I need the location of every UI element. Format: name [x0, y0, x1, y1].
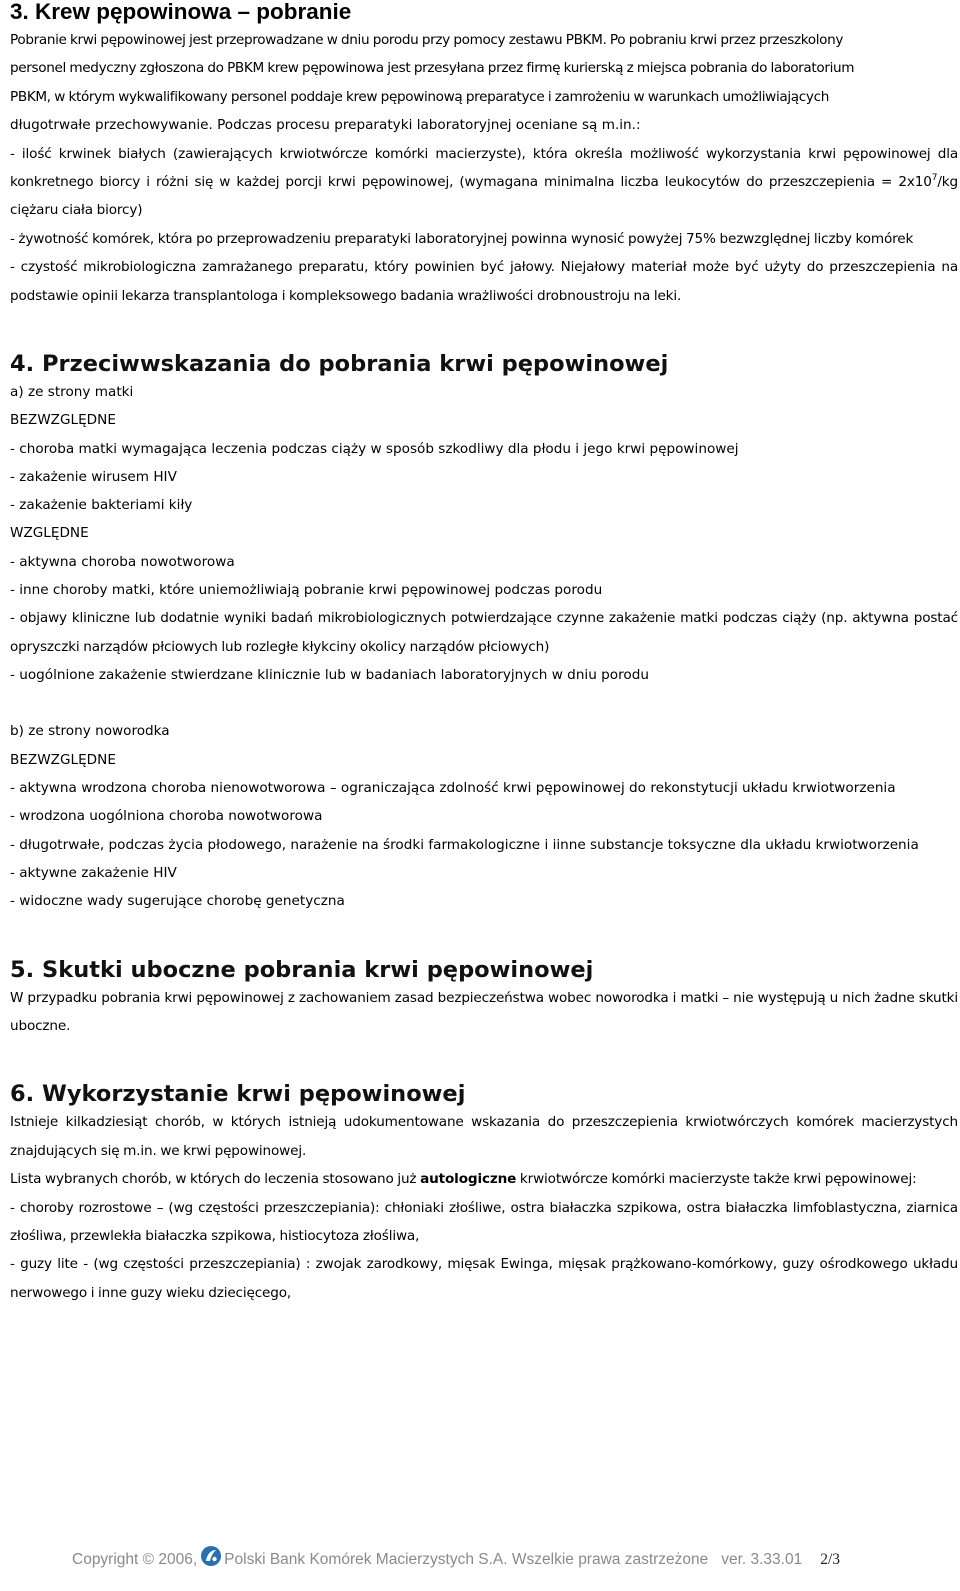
- list-item: - widoczne wady sugerujące chorobę genetyczna: [10, 893, 345, 910]
- section-6-text-2: Lista wybranych chorób, w których do leczenia stosowano już autologiczne krwiotwórcze komórki macierzyste także krwi pępowinowej:: [10, 1171, 917, 1188]
- list-item: - aktywna choroba nowotworowa: [10, 553, 235, 570]
- autologous-term: autologiczne: [420, 1171, 517, 1188]
- page-footer: [72, 1545, 952, 1572]
- section-3-line-3: PBKM, w którym wykwalifikowany personel poddaje krew pępowinową preparatyce i zamrożeniu w warunkach umożliwiających: [10, 88, 829, 105]
- list-item: - wrodzona uogólniona choroba nowotworowa: [10, 808, 323, 825]
- section-3-bullet-viability: - żywotność komórek, która po przeprowadzeniu preparatyki laboratoryjnej powinna wynosić powyżej 75% bezwzględnej liczby komórek: [10, 230, 914, 247]
- copyright-text: Copyright © 2006,: [72, 1551, 198, 1568]
- list-item: - aktywna wrodzona choroba nienowotworowa – ograniczająca zdolność krwi pępowinowej do rekonstytucji układu krwiotworzenia: [10, 780, 896, 797]
- company-text: Polski Bank Komórek Macierzystych S.A. Wszelkie prawa zastrzeżone: [224, 1551, 709, 1568]
- list-item: - inne choroby matki, które uniemożliwiają pobranie krwi pępowinowej podczas porodu: [10, 582, 603, 599]
- section-6-bullet-2: - guzy lite - (wg częstości przeszczepiania) : zwojak zarodkowy, mięsak Ewinga, mięsak prążkowano-komórkowy, guzy ośrodkowego układu nerwowego i inne guzy wieku dziecięcego,: [10, 1256, 958, 1301]
- list-item: - objawy kliniczne lub dodatnie wyniki badań mikrobiologicznych potwierdzające czynne zakażenie matki podczas ciąży (np. aktywna postać opryszczki narządów płciowych lub rozległe kłykciny okolicy narządów płciowych): [10, 610, 958, 655]
- page-number: 2/3: [820, 1551, 841, 1568]
- newborn-subheading: b) ze strony noworodka: [10, 723, 170, 740]
- list-item: - zakażenie bakteriami kiły: [10, 497, 193, 514]
- list-item: - aktywne zakażenie HIV: [10, 864, 177, 881]
- section-3-heading: 3. Krew pępowinowa – pobranie: [10, 0, 352, 24]
- section-3-line-4: długotrwałe przechowywanie. Podczas procesu preparatyki laboratoryjnej oceniane są m.in.:: [10, 117, 641, 134]
- list-item: - choroba matki wymagająca leczenia podczas ciąży w sposób szkodliwy dla płodu i jego krwi pępowinowej: [10, 440, 739, 457]
- section-6-bullet-1: - choroby rozrostowe – (wg częstości przeszczepiania): chłoniaki złośliwe, ostra białaczka szpikowa, ostra białaczka limfoblastyczna, ziarnica złośliwa, przewlekła białaczka szpikowa, histiocytoza złośliwa,: [10, 1199, 958, 1244]
- section-3-line-2: personel medyczny zgłoszona do PBKM krew pępowinowa jest przesyłana przez firmę kurierską z miejsca pobrania do laboratorium: [10, 60, 855, 77]
- exponent: 7: [931, 172, 938, 183]
- newborn-absolute-label: BEZWZGLĘDNE: [10, 751, 116, 768]
- section-6-text-1: Istnieje kilkadziesiąt chorób, w których istnieją udokumentowane wskazania do przeszczepienia krwiotwórczych komórek macierzystych znajdujących się m.in. we krwi pępowinowej.: [10, 1114, 958, 1159]
- section-3-bullet-leukocytes: - ilość krwinek białych (zawierających krwiotwórcze komórki macierzyste), która określa możliwość wykorzystania krwi pępowinowej dla konkretnego biorcy i różni się w każdej porcji krwi pępowinowej, (wymagana minimalna liczba leukocytów do przeszczepienia = $2x10^7/kg$ ciężaru ciała biorcy): [10, 145, 958, 219]
- section-5-text: W przypadku pobrania krwi pępowinowej z zachowaniem zasad bezpieczeństwa wobec noworodka i matki – nie występują u nich żadne skutki uboczne.: [10, 989, 958, 1034]
- list-item: - długotrwałe, podczas życia płodowego, narażenie na środki farmakologiczne i iinne substancje toksyczne dla układu krwiotworzenia: [10, 836, 919, 853]
- mother-relative-label: WZGLĘDNE: [10, 525, 89, 542]
- section-4-heading: 4. Przeciwwskazania do pobrania krwi pępowinowej: [10, 350, 669, 377]
- mother-absolute-label: BEZWZGLĘDNE: [10, 412, 116, 429]
- list-item: - uogólnione zakażenie stwierdzane klinicznie lub w badaniach laboratoryjnych w dniu porodu: [10, 667, 649, 684]
- document-page: [10, 0, 958, 1307]
- version-text: ver. 3.33.01: [721, 1551, 803, 1568]
- section-3-bullet-sterility: - czystość mikrobiologiczna zamrażanego preparatu, który powinien być jałowy. Niejałowy materiał może być użyty do przeszczepienia na podstawie opinii lekarza transplantologa i kompleksowego badania wrażliwości drobnoustroju na leki.: [10, 259, 958, 304]
- pbkm-logo-icon: [200, 1545, 222, 1572]
- mother-subheading: a) ze strony matki: [10, 383, 134, 400]
- section-5-heading: 5. Skutki uboczne pobrania krwi pępowinowej: [10, 956, 594, 983]
- list-item: - zakażenie wirusem HIV: [10, 468, 177, 485]
- section-3-line-1: Pobranie krwi pępowinowej jest przeprowadzane w dniu porodu przy pomocy zestawu PBKM. Po pobraniu krwi przez przeszkolony: [10, 32, 844, 48]
- section-6-heading: 6. Wykorzystanie krwi pępowinowej: [10, 1081, 466, 1108]
